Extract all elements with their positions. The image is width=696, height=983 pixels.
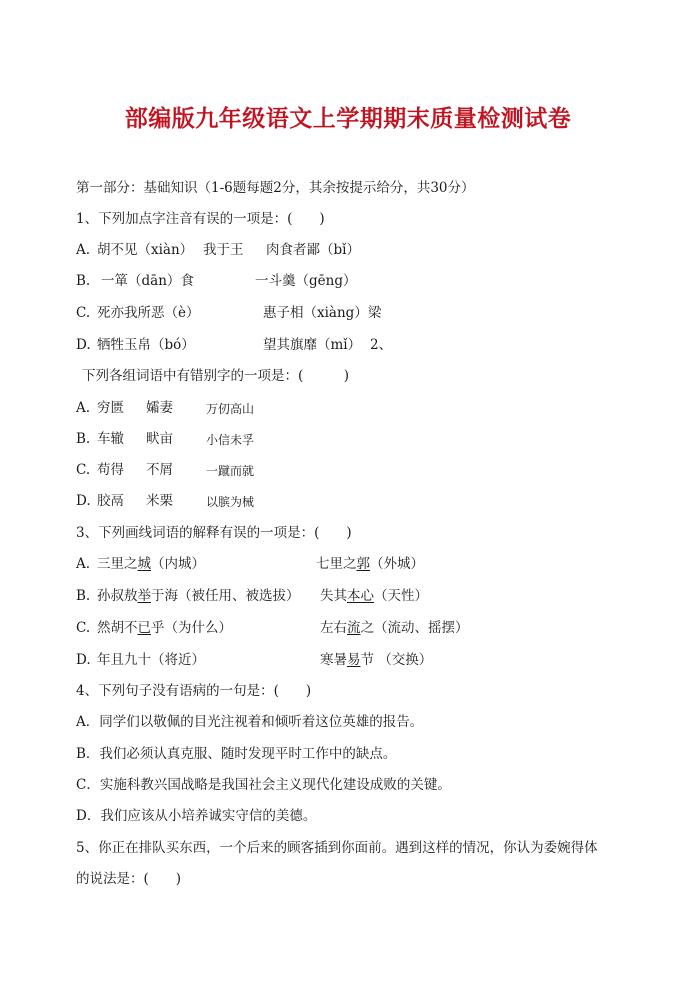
q3-b-c1-gloss: 于海（被任用、被选拔） [151, 588, 300, 604]
q3-c-c2-underlined: 流 [347, 620, 361, 636]
q1-option-a-part2: 我于王 [203, 242, 244, 258]
question-4-stem: 4、下列句子没有语病的一句是：( ) [76, 683, 312, 699]
question-5-stem-line2: 的说法是：( ) [76, 871, 182, 887]
q3-c-c1-text: 然胡不 [97, 620, 138, 636]
q1-option-d-part2: 望其旗靡（mǐ） [263, 337, 362, 353]
q3-a-c2-gloss: （外城） [370, 556, 424, 572]
q4-option-d: D．我们应该从小培养诚实守信的美德。 [76, 808, 317, 824]
q4-option-c: C．实施科教兴国战略是我国社会主义现代化建设成败的关键。 [76, 777, 451, 793]
q2-option-b-word2: 畎亩 [146, 431, 173, 447]
q2-option-b-word3: 小信未孚 [206, 433, 255, 447]
q2-option-d-label: D. [76, 493, 91, 509]
q2-option-a-word2: 孀妻 [146, 400, 173, 416]
page-title: 部编版九年级语文上学期期末质量检测试卷 [124, 106, 572, 132]
q3-c-c2-gloss: 之（流动、摇摆） [360, 620, 469, 636]
q3-c-c1-underlined: 已 [137, 620, 151, 636]
q3-a-c1-underlined: 城 [137, 556, 151, 572]
q2-option-c-word2: 不屑 [146, 462, 173, 478]
q4-option-b: B．我们必须认真克服、随时发现平时工作中的缺点。 [76, 746, 397, 762]
q3-d-c2-gloss: 节 （交换） [360, 652, 433, 668]
q1-option-c-label: C. [76, 305, 91, 321]
q3-a-c2-text: 七里之 [316, 556, 357, 572]
q1-option-d-label: D. [76, 337, 91, 353]
question-1-stem: 1、下列加点字注音有误的一项是：( ) [76, 211, 325, 227]
question-5-stem-line1: 5、你正在排队买东西，一个后来的顾客插到你面前。遇到这样的情况，你认为委婉得体 [76, 840, 598, 856]
q2-option-b-label: B. [76, 431, 91, 447]
q2-option-d-word3: 以膑为械 [206, 495, 255, 509]
q3-option-d-label: D. [76, 652, 91, 668]
q2-option-b-word1: 车辙 [97, 431, 124, 447]
q3-option-a-clause2 [316, 555, 424, 573]
q2-option-a-label: A. [76, 400, 91, 416]
q2-option-c-label: C. [76, 462, 91, 478]
q3-b-c1-underlined: 举 [137, 588, 151, 604]
q3-option-d-clause2 [320, 651, 432, 669]
q1-option-b-label: B. [76, 273, 91, 289]
q3-option-a-clause1 [97, 555, 205, 573]
q1-option-d-part1: 牺牲玉帛（bó） [97, 337, 195, 353]
q3-c-c1-gloss: 乎（为什么） [151, 620, 232, 636]
q3-option-c-clause2 [320, 619, 469, 637]
q2-option-d-word1: 胶鬲 [97, 493, 124, 509]
q1-option-b-part1: 一箪（dān）食 [101, 273, 194, 289]
q3-option-b-clause2 [320, 587, 428, 605]
q3-b-c2-text: 失其 [320, 588, 347, 604]
q3-option-c-label: C. [76, 620, 91, 636]
q4-option-a: A．同学们以敬佩的目光注视着和倾听着这位英雄的报告。 [76, 714, 424, 730]
q2-option-c-word1: 苟得 [97, 462, 124, 478]
q1-option-b-part2: 一斗羹（gēng） [255, 273, 357, 289]
q1-option-c-part2: 惠子相（xiàng）梁 [263, 305, 382, 321]
q2-option-a-word3: 万仞高山 [206, 402, 255, 416]
q1-option-a-label: A. [76, 242, 91, 258]
q3-option-c-clause1 [97, 619, 232, 637]
q3-option-b-clause1 [97, 587, 300, 605]
q2-option-d-word2: 米栗 [146, 493, 173, 509]
q1-option-a-part3: 肉食者鄙（bǐ） [266, 242, 360, 258]
q2-option-a-word1: 穷匮 [97, 400, 124, 416]
section-heading: 第一部分：基础知识（1-6题每题2分，其余按提示给分，共30分） [76, 180, 475, 196]
q3-a-c2-underlined: 郭 [356, 556, 370, 572]
q3-a-c1-gloss: （内城） [151, 556, 205, 572]
q3-option-a-label: A. [76, 556, 91, 572]
q2-option-c-word3: 一蹴而就 [206, 464, 255, 478]
q1-option-d-part3: 2、 [370, 337, 393, 353]
q3-option-d-clause1: 年且九十（将近） [97, 652, 205, 668]
question-3-stem: 3、下列画线词语的解释有误的一项是：( ) [76, 525, 352, 541]
q3-d-c2-underlined: 易 [347, 652, 361, 668]
q3-b-c1-text: 孙叔敖 [97, 588, 138, 604]
q3-a-c1-text: 三里之 [97, 556, 138, 572]
q3-b-c2-gloss: （天性） [374, 588, 428, 604]
q1-option-c-part1: 死亦我所恶（è） [97, 305, 200, 321]
q1-option-a-part1: 胡不见（xiàn） [97, 242, 194, 258]
question-2-stem: 下列各组词语中有错别字的一项是：( ) [82, 368, 350, 384]
q3-d-c2-text: 寒暑 [320, 652, 347, 668]
q3-b-c2-underlined: 本心 [347, 588, 374, 604]
q3-c-c2-text: 左右 [320, 620, 347, 636]
q3-option-b-label: B. [76, 588, 91, 604]
